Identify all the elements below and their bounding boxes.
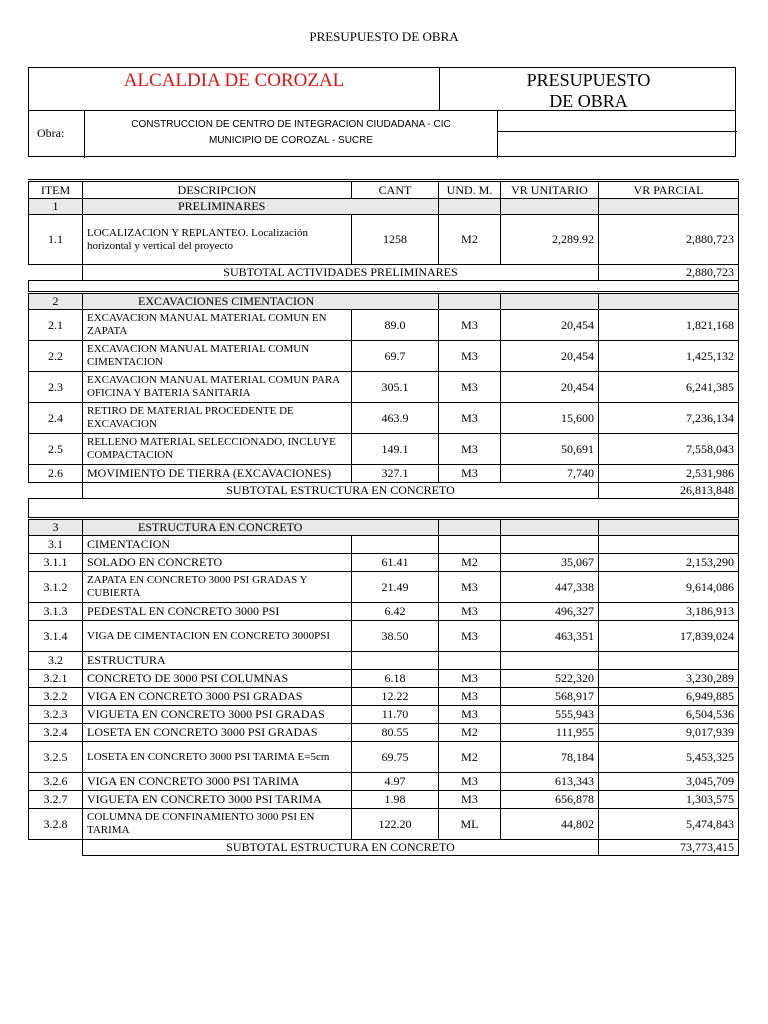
column-header-item: ITEM [29,181,83,199]
section-title: PRELIMINARES [83,199,439,215]
item-quantity [352,652,439,670]
item-description: CONCRETO DE 3000 PSI COLUMNAS [83,670,352,688]
item-quantity: 69.7 [352,341,439,372]
item-quantity: 69.75 [352,742,439,773]
item-partial-value: 1,821,168 [599,310,739,341]
item-unit-price: 20,454 [501,341,599,372]
item-description: VIGA EN CONCRETO 3000 PSI GRADAS [83,688,352,706]
item-unit-price: 20,454 [501,310,599,341]
column-header-quantity: CANT [352,181,439,199]
table-row [29,372,739,403]
empty-cell [439,199,501,215]
item-description: LOCALIZACION Y REPLANTEO. Localización horizontal y vertical del proyecto [83,215,352,265]
item-unit: M2 [439,742,501,773]
empty-cell [599,199,739,215]
item-unit-price: 496,327 [501,603,599,621]
item-number: 2.2 [29,341,83,372]
item-description: LOSETA EN CONCRETO 3000 PSI GRADAS [83,724,352,742]
table-row [29,310,739,341]
item-unit-price: 20,454 [501,372,599,403]
table-row [29,536,739,554]
empty-cell [29,265,83,281]
item-unit: M3 [439,372,501,403]
table-header-row [29,181,739,199]
item-partial-value: 6,949,885 [599,688,739,706]
item-description: EXCAVACION MANUAL MATERIAL COMUN CIMENTACION [83,341,352,372]
item-unit: M3 [439,434,501,465]
item-unit-price: 78,184 [501,742,599,773]
item-unit: M3 [439,621,501,652]
item-quantity: 89.0 [352,310,439,341]
column-header-unit-price: VR UNITARIO [501,181,599,199]
item-unit-price: 2,289.92 [501,215,599,265]
table-row [29,652,739,670]
item-unit-price: 656,878 [501,791,599,809]
subtotal-value: 73,773,415 [599,840,739,856]
empty-cell [501,519,599,536]
item-number: 3.1.3 [29,603,83,621]
item-number: 2.3 [29,372,83,403]
obra-description [85,117,497,149]
item-partial-value: 9,017,939 [599,724,739,742]
item-quantity: 12.22 [352,688,439,706]
item-description: RELLENO MATERIAL SELECCIONADO, INCLUYE COMPACTACION [83,434,352,465]
table-row [29,773,739,791]
item-partial-value: 17,839,024 [599,621,739,652]
item-number: 2.5 [29,434,83,465]
section-header-row [29,293,739,310]
item-partial-value: 7,558,043 [599,434,739,465]
item-unit: M3 [439,791,501,809]
table-row [29,724,739,742]
item-unit: M3 [439,670,501,688]
item-number: 3.2.1 [29,670,83,688]
item-description: PEDESTAL EN CONCRETO 3000 PSI [83,603,352,621]
item-unit-price: 111,955 [501,724,599,742]
header-divider [498,131,737,132]
item-quantity: 1258 [352,215,439,265]
section-title: EXCAVACIONES CIMENTACION [83,293,439,310]
table-row [29,465,739,483]
item-unit: M2 [439,215,501,265]
subtotal-label: SUBTOTAL ESTRUCTURA EN CONCRETO [83,483,599,499]
item-description: CIMENTACION [83,536,352,554]
item-number: 2.1 [29,310,83,341]
obra-line2: MUNICIPIO DE COROZAL - SUCRE [208,135,374,146]
empty-cell [599,293,739,310]
item-number: 3.2.2 [29,688,83,706]
item-description: VIGA DE CIMENTACION EN CONCRETO 3000PSI [83,621,352,652]
item-number: 2.6 [29,465,83,483]
item-description: VIGUETA EN CONCRETO 3000 PSI TARIMA [83,791,352,809]
item-partial-value: 6,504,536 [599,706,739,724]
item-quantity: 463.9 [352,403,439,434]
document-title: PRESUPUESTO DE OBRA [309,29,459,44]
item-unit: ML [439,809,501,840]
item-partial-value: 5,474,843 [599,809,739,840]
column-header-description: DESCRIPCION [83,181,352,199]
item-number: 3.2.6 [29,773,83,791]
item-description: COLUMNA DE CONFINAMIENTO 3000 PSI EN TARIMA [83,809,352,840]
item-description: EXCAVACION MANUAL MATERIAL COMUN EN ZAPATA [83,310,352,341]
item-unit: M2 [439,554,501,572]
item-description: EXCAVACION MANUAL MATERIAL COMUN PARA OFICINA Y BATERIA SANITARIA [83,372,352,403]
item-number: 3.1.4 [29,621,83,652]
item-description: SOLADO EN CONCRETO [83,554,352,572]
section-header-row [29,199,739,215]
item-unit: M3 [439,310,501,341]
item-unit-price: 50,691 [501,434,599,465]
item-quantity: 327.1 [352,465,439,483]
item-unit: M3 [439,465,501,483]
item-number: 3.2.7 [29,791,83,809]
item-unit-price [501,652,599,670]
item-number: 3.1.1 [29,554,83,572]
item-partial-value: 6,241,385 [599,372,739,403]
subtotal-label: SUBTOTAL ACTIVIDADES PRELIMINARES [83,265,599,281]
table-row [29,554,739,572]
section-header-row [29,519,739,536]
item-partial-value: 2,153,290 [599,554,739,572]
item-unit-price: 555,943 [501,706,599,724]
section-number: 1 [29,199,83,215]
column-header-unit: UND. M. [439,181,501,199]
item-unit: M2 [439,724,501,742]
item-partial-value: 3,230,289 [599,670,739,688]
budget-table-body [29,199,739,856]
item-number: 3.2.3 [29,706,83,724]
item-partial-value: 2,531,986 [599,465,739,483]
item-unit: M3 [439,688,501,706]
item-partial-value: 9,614,086 [599,572,739,603]
spacer-cell [29,281,739,293]
header-block [28,67,736,157]
item-unit-price: 522,320 [501,670,599,688]
item-quantity: 122.20 [352,809,439,840]
empty-cell [501,199,599,215]
item-description: VIGA EN CONCRETO 3000 PSI TARIMA [83,773,352,791]
table-row [29,791,739,809]
item-partial-value: 5,453,325 [599,742,739,773]
subtotal-label: SUBTOTAL ESTRUCTURA EN CONCRETO [83,840,599,856]
table-row [29,403,739,434]
section-number: 2 [29,293,83,310]
empty-cell [501,293,599,310]
item-number: 3.2 [29,652,83,670]
item-quantity [352,536,439,554]
subtotal-row [29,840,739,856]
organization-name: ALCALDIA DE COROZAL [123,70,345,91]
table-row [29,603,739,621]
table-row [29,215,739,265]
item-description: VIGUETA EN CONCRETO 3000 PSI GRADAS [83,706,352,724]
empty-cell [439,519,501,536]
budget-title-line1: PRESUPUESTO [526,70,651,90]
header-divider [497,111,498,158]
item-unit: M3 [439,706,501,724]
item-description: ESTRUCTURA [83,652,352,670]
item-unit: M3 [439,572,501,603]
table-row [29,434,739,465]
item-unit-price: 7,740 [501,465,599,483]
section-title: ESTRUCTURA EN CONCRETO [83,519,439,536]
obra-line1: CONSTRUCCION DE CENTRO DE INTEGRACION CIUDADANA - CIC [131,119,451,130]
item-number: 3.1.2 [29,572,83,603]
empty-cell [439,293,501,310]
empty-cell [29,483,83,499]
item-number: 2.4 [29,403,83,434]
item-quantity: 11.70 [352,706,439,724]
table-row [29,742,739,773]
item-quantity: 1.98 [352,791,439,809]
column-header-partial-value: VR PARCIAL [599,181,739,199]
table-row [29,572,739,603]
item-description: RETIRO DE MATERIAL PROCEDENTE DE EXCAVACION [83,403,352,434]
spacer-row [29,281,739,293]
table-row [29,706,739,724]
item-quantity: 6.42 [352,603,439,621]
item-description: ZAPATA EN CONCRETO 3000 PSI GRADAS Y CUBIERTA [83,572,352,603]
item-partial-value: 2,880,723 [599,215,739,265]
item-unit: M3 [439,603,501,621]
item-quantity: 80.55 [352,724,439,742]
item-quantity: 6.18 [352,670,439,688]
item-quantity: 61.41 [352,554,439,572]
item-partial-value: 3,045,709 [599,773,739,791]
item-unit-price: 44,802 [501,809,599,840]
item-unit [439,536,501,554]
item-unit [439,652,501,670]
item-number: 1.1 [29,215,83,265]
subtotal-row [29,265,739,281]
budget-title-line2: DE OBRA [549,91,628,111]
item-number: 3.2.4 [29,724,83,742]
section-number: 3 [29,519,83,536]
subtotal-row [29,483,739,499]
item-unit-price [501,536,599,554]
item-description: MOVIMIENTO DE TIERRA (EXCAVACIONES) [83,465,352,483]
item-partial-value: 3,186,913 [599,603,739,621]
item-number: 3.1 [29,536,83,554]
item-quantity: 305.1 [352,372,439,403]
item-unit-price: 613,343 [501,773,599,791]
item-partial-value [599,536,739,554]
item-unit: M3 [439,403,501,434]
table-row [29,670,739,688]
item-unit-price: 447,338 [501,572,599,603]
spacer-cell [29,499,739,519]
item-description: LOSETA EN CONCRETO 3000 PSI TARIMA E=5cm [83,742,352,773]
subtotal-value: 26,813,848 [599,483,739,499]
item-partial-value: 7,236,134 [599,403,739,434]
spacer-row [29,499,739,519]
item-unit-price: 15,600 [501,403,599,434]
item-unit-price: 463,351 [501,621,599,652]
item-unit: M3 [439,341,501,372]
item-unit: M3 [439,773,501,791]
table-row [29,809,739,840]
item-number: 3.2.8 [29,809,83,840]
obra-label: Obra: [37,126,65,140]
item-unit-price: 568,917 [501,688,599,706]
item-partial-value: 1,303,575 [599,791,739,809]
item-partial-value: 1,425,132 [599,341,739,372]
empty-cell [599,519,739,536]
item-unit-price: 35,067 [501,554,599,572]
item-quantity: 21.49 [352,572,439,603]
item-partial-value [599,652,739,670]
subtotal-value: 2,880,723 [599,265,739,281]
empty-cell [29,840,83,856]
item-number: 3.2.5 [29,742,83,773]
table-row [29,621,739,652]
table-row [29,688,739,706]
item-quantity: 4.97 [352,773,439,791]
table-row [29,341,739,372]
item-quantity: 149.1 [352,434,439,465]
budget-title [440,70,737,112]
budget-table [28,179,739,856]
item-quantity: 38.50 [352,621,439,652]
